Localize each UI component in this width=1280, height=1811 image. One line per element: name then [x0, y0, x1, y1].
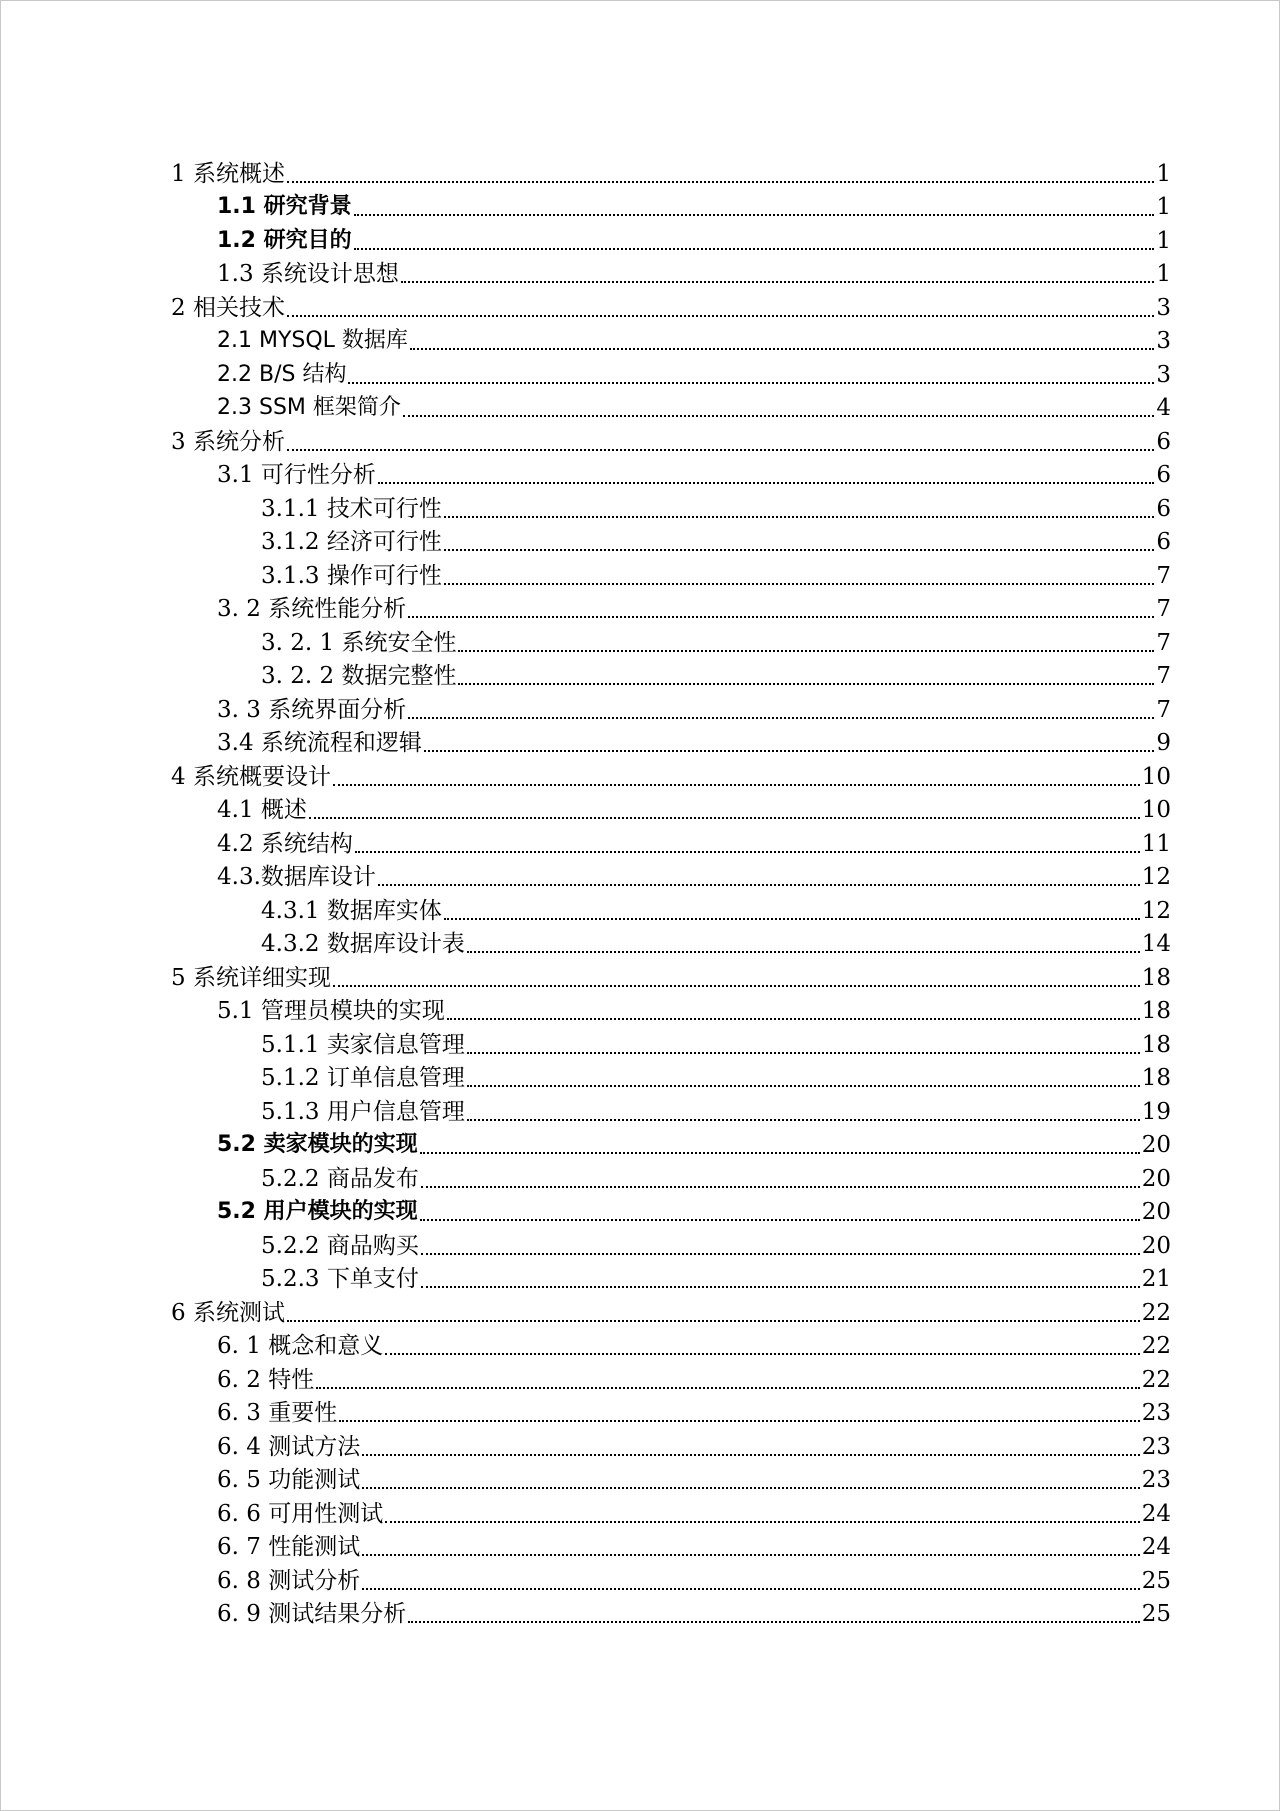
toc-entry-page-number: 3	[1156, 361, 1171, 388]
dot-leader	[467, 950, 1140, 953]
table-of-contents	[171, 154, 1171, 1628]
dot-leader	[444, 917, 1140, 920]
toc-entry-page-number: 6	[1156, 495, 1171, 522]
toc-entry-page-number: 9	[1156, 730, 1171, 756]
toc-entry-page-number: 12	[1141, 864, 1171, 890]
toc-entry[interactable]	[171, 188, 1171, 222]
toc-entry-page-number: 22	[1141, 1299, 1171, 1326]
toc-entry-title: 3.4 系统流程和逻辑	[217, 730, 422, 756]
toc-entry-page-number: 23	[1141, 1433, 1171, 1460]
toc-entry-title: 4.1 概述	[217, 797, 307, 823]
toc-entry-page-number: 25	[1141, 1601, 1171, 1627]
toc-entry-title: 6. 4 测试方法	[217, 1433, 361, 1460]
toc-entry[interactable]	[171, 1561, 1171, 1595]
dot-leader	[408, 716, 1154, 719]
dot-leader	[467, 1051, 1140, 1054]
toc-entry[interactable]	[171, 1159, 1171, 1193]
toc-entry-page-number: 4	[1156, 395, 1171, 421]
toc-entry-page-number: 1	[1156, 194, 1171, 220]
toc-entry[interactable]	[171, 1494, 1171, 1528]
toc-entry[interactable]	[171, 590, 1171, 624]
toc-entry-page-number: 20	[1141, 1165, 1171, 1192]
toc-entry-title: 6 系统测试	[171, 1299, 285, 1326]
toc-entry[interactable]	[171, 992, 1171, 1026]
dot-leader	[378, 883, 1140, 886]
toc-entry-page-number: 7	[1156, 663, 1171, 689]
dot-leader	[444, 582, 1155, 585]
toc-entry-title: 6. 7 性能测试	[217, 1534, 361, 1560]
toc-entry-page-number: 12	[1141, 897, 1171, 924]
toc-entry-title: 5.2.2 商品购买	[261, 1232, 419, 1259]
toc-entry-title: 4.3.数据库设计	[217, 864, 376, 890]
toc-entry-page-number: 18	[1141, 998, 1171, 1024]
toc-entry-title: 5.2 卖家模块的实现	[217, 1132, 418, 1157]
toc-entry[interactable]	[171, 1394, 1171, 1428]
dot-leader	[421, 1252, 1140, 1255]
toc-entry[interactable]	[171, 1059, 1171, 1093]
dot-leader	[421, 1185, 1140, 1188]
toc-entry-title: 5.2 用户模块的实现	[217, 1199, 418, 1224]
toc-entry[interactable]	[171, 858, 1171, 892]
dot-leader	[420, 1151, 1140, 1154]
dot-leader	[420, 1218, 1140, 1221]
toc-entry[interactable]	[171, 1427, 1171, 1461]
toc-entry-title: 3. 2. 2 数据完整性	[261, 663, 457, 689]
toc-entry[interactable]	[171, 1360, 1171, 1394]
toc-entry-page-number: 7	[1156, 562, 1171, 589]
toc-entry-page-number: 24	[1141, 1500, 1171, 1527]
toc-entry[interactable]	[171, 489, 1171, 523]
toc-entry[interactable]	[171, 1126, 1171, 1160]
dot-leader	[316, 1386, 1140, 1389]
toc-entry-page-number: 3	[1156, 328, 1171, 354]
dot-leader	[444, 548, 1155, 551]
toc-entry-page-number: 10	[1141, 797, 1171, 823]
toc-entry[interactable]	[171, 355, 1171, 389]
toc-entry-page-number: 3	[1156, 294, 1171, 321]
toc-entry-page-number: 7	[1156, 696, 1171, 723]
toc-entry[interactable]	[171, 523, 1171, 557]
toc-entry-page-number: 6	[1156, 529, 1171, 555]
toc-entry[interactable]	[171, 322, 1171, 356]
toc-entry-title: 6. 5 功能测试	[217, 1467, 361, 1493]
toc-entry-page-number: 7	[1156, 629, 1171, 656]
dot-leader	[403, 414, 1154, 417]
toc-entry-title: 1.3 系统设计思想	[217, 261, 399, 287]
toc-entry-title: 2.2 B/S 结构	[217, 361, 347, 387]
toc-entry-page-number: 18	[1141, 1065, 1171, 1091]
toc-entry-page-number: 11	[1141, 830, 1171, 857]
dot-leader	[458, 649, 1154, 652]
dot-leader	[287, 448, 1154, 451]
dot-leader	[467, 1084, 1140, 1087]
dot-leader	[362, 1453, 1140, 1456]
toc-entry-title: 5.1 管理员模块的实现	[217, 998, 445, 1024]
toc-entry-page-number: 10	[1141, 763, 1171, 790]
dot-leader	[287, 314, 1154, 317]
dot-leader	[355, 850, 1140, 853]
toc-entry[interactable]	[171, 623, 1171, 657]
toc-entry[interactable]	[171, 556, 1171, 590]
dot-leader	[385, 1352, 1140, 1355]
toc-entry[interactable]	[171, 1193, 1171, 1227]
dot-leader	[333, 783, 1140, 786]
toc-entry-page-number: 14	[1141, 931, 1171, 957]
toc-entry[interactable]	[171, 824, 1171, 858]
dot-leader	[424, 749, 1154, 752]
dot-leader	[354, 213, 1155, 216]
toc-entry-page-number: 7	[1156, 596, 1171, 622]
dot-leader	[287, 1319, 1140, 1322]
toc-entry-title: 5.1.1 卖家信息管理	[261, 1031, 465, 1058]
dot-leader	[408, 615, 1154, 618]
toc-entry-page-number: 1	[1156, 227, 1171, 254]
toc-entry-page-number: 23	[1141, 1467, 1171, 1493]
toc-entry-title: 5 系统详细实现	[171, 964, 331, 991]
toc-entry-title: 4.3.2 数据库设计表	[261, 931, 465, 957]
toc-entry[interactable]	[171, 456, 1171, 490]
toc-entry[interactable]	[171, 154, 1171, 188]
dot-leader	[348, 381, 1154, 384]
toc-entry-title: 2.1 MYSQL 数据库	[217, 328, 408, 353]
toc-entry-title: 6. 6 可用性测试	[217, 1500, 384, 1527]
dot-leader	[408, 1620, 1140, 1623]
toc-entry[interactable]	[171, 791, 1171, 825]
toc-entry[interactable]	[171, 1025, 1171, 1059]
dot-leader	[362, 1553, 1140, 1556]
toc-entry-title: 6. 1 概念和意义	[217, 1333, 384, 1359]
toc-entry-title: 4.2 系统结构	[217, 830, 353, 857]
dot-leader	[362, 1587, 1140, 1590]
toc-entry[interactable]	[171, 1092, 1171, 1126]
toc-entry-title: 3.1.1 技术可行性	[261, 495, 442, 522]
toc-entry-title: 3.1.2 经济可行性	[261, 529, 442, 555]
toc-entry[interactable]	[171, 422, 1171, 456]
toc-entry-page-number: 21	[1141, 1266, 1171, 1292]
dot-leader	[309, 816, 1140, 819]
toc-entry-title: 3 系统分析	[171, 428, 285, 455]
toc-entry[interactable]	[171, 657, 1171, 691]
toc-entry[interactable]	[171, 1595, 1171, 1629]
toc-entry-page-number: 22	[1141, 1366, 1171, 1393]
toc-entry[interactable]	[171, 1293, 1171, 1327]
dot-leader	[339, 1419, 1140, 1422]
toc-entry-title: 2 相关技术	[171, 294, 285, 321]
toc-entry-title: 5.1.3 用户信息管理	[261, 1098, 465, 1125]
toc-entry-title: 4.3.1 数据库实体	[261, 897, 442, 924]
dot-leader	[354, 247, 1155, 250]
toc-entry-page-number: 19	[1141, 1098, 1171, 1125]
toc-entry-title: 6. 2 特性	[217, 1366, 315, 1393]
toc-entry[interactable]	[171, 724, 1171, 758]
toc-entry-title: 3.1 可行性分析	[217, 462, 376, 488]
dot-leader	[444, 515, 1155, 518]
toc-entry-title: 5.1.2 订单信息管理	[261, 1065, 465, 1091]
dot-leader	[401, 280, 1154, 283]
toc-entry-title: 3. 2 系统性能分析	[217, 596, 407, 622]
toc-entry-title: 1 系统概述	[171, 160, 285, 187]
toc-entry-page-number: 25	[1141, 1567, 1171, 1594]
toc-entry-title: 3. 3 系统界面分析	[217, 696, 407, 723]
toc-entry[interactable]	[171, 925, 1171, 959]
toc-entry[interactable]	[171, 1260, 1171, 1294]
toc-entry-title: 3. 2. 1 系统安全性	[261, 629, 457, 656]
toc-entry-title: 1.2 研究目的	[217, 227, 352, 253]
toc-entry[interactable]	[171, 1226, 1171, 1260]
toc-entry[interactable]	[171, 891, 1171, 925]
toc-entry-title: 4 系统概要设计	[171, 763, 331, 790]
toc-entry-page-number: 20	[1141, 1132, 1171, 1158]
toc-entry[interactable]	[171, 690, 1171, 724]
toc-entry[interactable]	[171, 255, 1171, 289]
dot-leader	[333, 984, 1140, 987]
toc-entry-title: 5.2.3 下单支付	[261, 1266, 419, 1292]
toc-entry[interactable]	[171, 389, 1171, 423]
dot-leader	[458, 682, 1154, 685]
toc-entry-title: 3.1.3 操作可行性	[261, 562, 442, 589]
toc-entry-page-number: 6	[1156, 428, 1171, 455]
toc-entry[interactable]	[171, 958, 1171, 992]
toc-entry[interactable]	[171, 1327, 1171, 1361]
dot-leader	[467, 1118, 1140, 1121]
toc-entry-title: 6. 9 测试结果分析	[217, 1601, 407, 1627]
dot-leader	[410, 347, 1154, 350]
toc-entry-title: 6. 3 重要性	[217, 1400, 338, 1426]
dot-leader	[447, 1017, 1140, 1020]
toc-entry-page-number: 18	[1141, 1031, 1171, 1058]
toc-entry-title: 1.1 研究背景	[217, 194, 352, 219]
toc-entry-title: 5.2.2 商品发布	[261, 1165, 419, 1192]
dot-leader	[385, 1520, 1140, 1523]
toc-entry-page-number: 22	[1141, 1333, 1171, 1359]
toc-entry-page-number: 24	[1141, 1534, 1171, 1560]
toc-entry-page-number: 1	[1156, 261, 1171, 287]
toc-entry-page-number: 1	[1156, 160, 1171, 187]
toc-entry[interactable]	[171, 221, 1171, 255]
toc-entry-page-number: 23	[1141, 1400, 1171, 1426]
dot-leader	[287, 180, 1154, 183]
toc-entry[interactable]	[171, 1528, 1171, 1562]
toc-entry-page-number: 20	[1141, 1232, 1171, 1259]
toc-entry[interactable]	[171, 1461, 1171, 1495]
toc-entry-page-number: 20	[1141, 1199, 1171, 1225]
toc-entry[interactable]	[171, 757, 1171, 791]
dot-leader	[378, 481, 1154, 484]
toc-entry[interactable]	[171, 288, 1171, 322]
toc-entry-title: 2.3 SSM 框架简介	[217, 395, 401, 420]
toc-entry-title: 6. 8 测试分析	[217, 1567, 361, 1594]
toc-entry-page-number: 6	[1156, 462, 1171, 488]
toc-entry-page-number: 18	[1141, 964, 1171, 991]
dot-leader	[421, 1285, 1140, 1288]
dot-leader	[362, 1486, 1140, 1489]
